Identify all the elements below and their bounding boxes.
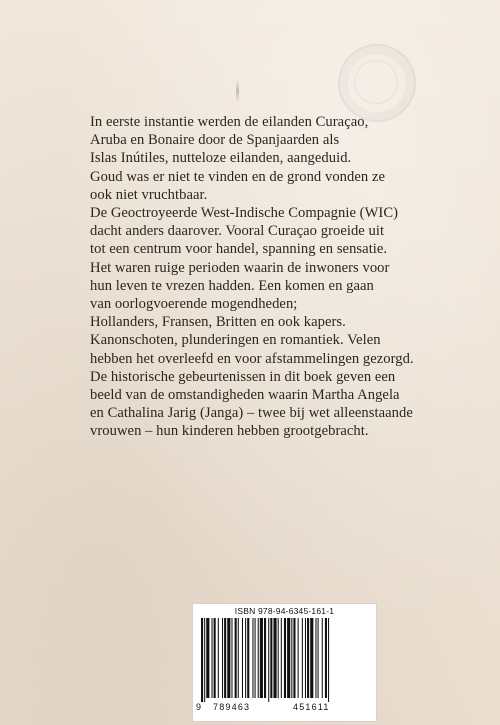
barcode-bar	[245, 618, 246, 698]
blurb-line: van oorlogvoerende mogendheden;	[90, 296, 298, 313]
barcode-bar	[227, 618, 230, 698]
barcode-bar	[235, 618, 237, 698]
blurb-text	[90, 113, 430, 441]
blurb-line: beeld van de omstandigheden waarin Martha Angela	[90, 387, 400, 404]
barcode-bar	[281, 618, 282, 698]
library-stamp	[338, 44, 416, 122]
barcode-bar	[287, 618, 290, 698]
barcode-bar	[264, 618, 266, 698]
blurb-line: Het waren ruige perioden waarin de inwoners voor	[90, 259, 390, 276]
barcode-bar	[224, 618, 226, 698]
barcode-bar	[252, 618, 253, 698]
barcode-bar	[258, 618, 259, 698]
barcode-bar	[305, 618, 306, 698]
barcode-bar	[204, 618, 205, 702]
barcode-bar	[318, 618, 319, 698]
blurb-line: De Geoctroyeerde West-Indische Compagnie (WIC)	[90, 205, 399, 222]
barcode-bar	[291, 618, 292, 698]
blurb-line: Hollanders, Fransen, Britten en ook kapers.	[90, 314, 346, 331]
barcode-bar	[247, 618, 249, 698]
barcode-bar	[284, 618, 286, 698]
barcode-bar	[255, 618, 256, 698]
blurb-line: tot een centrum voor handel, spanning en sensatie.	[90, 241, 388, 258]
isbn-barcode	[192, 603, 377, 722]
barcode-bar	[315, 618, 316, 698]
paper-mark	[236, 80, 239, 102]
blurb-line: vrouwen – hun kinderen hebben grootgebracht.	[90, 423, 369, 440]
barcode-digits-right: 451611	[293, 702, 330, 712]
barcode-bar	[268, 618, 269, 702]
blurb-line: Goud was er niet te vinden en de grond vonden ze	[90, 168, 385, 185]
barcode-bar	[298, 618, 299, 698]
blurb-line: Islas Inútiles, nutteloze eilanden, aangeduid.	[90, 150, 352, 167]
barcode-bar	[322, 618, 323, 698]
barcode-bar	[273, 618, 276, 698]
barcode-bar	[310, 618, 313, 698]
isbn-label: ISBN 978-94-6345-161-1	[234, 606, 335, 616]
barcode-bar	[270, 618, 272, 698]
barcode-bars	[201, 618, 368, 702]
barcode-bar	[231, 618, 232, 698]
blurb-line: dacht anders daarover. Vooral Curaçao groeide uit	[90, 223, 385, 240]
barcode-bar	[214, 618, 216, 698]
blurb-line: De historische gebeurtenissen in dit boek geven een	[90, 368, 396, 385]
barcode-bar	[218, 618, 219, 698]
barcode-bar	[302, 618, 303, 698]
barcode-bar	[278, 618, 279, 698]
blurb-line: In eerste instantie werden de eilanden Curaçao,	[90, 114, 369, 130]
blurb-line: hun leven te vrezen hadden. Een komen en gaan	[90, 277, 374, 294]
barcode-bar	[325, 618, 327, 698]
barcode-bar	[307, 618, 309, 698]
barcode-bar	[238, 618, 239, 698]
blurb-line: Kanonschoten, plunderingen en romantiek. Velen	[90, 332, 381, 349]
barcode-digit-first: 9	[196, 702, 203, 712]
blurb-line: en Cathalina Jarig (Janga) – twee bij wet alleenstaande	[90, 405, 413, 422]
blurb-line: ook niet vruchtbaar.	[90, 186, 208, 203]
barcode-bar	[260, 618, 263, 698]
barcode-bar	[201, 618, 203, 702]
barcode-digits-left: 789463	[213, 702, 251, 712]
barcode-bar	[206, 618, 209, 698]
barcode-bar	[328, 618, 329, 702]
blurb-line: hebben het overleefd en voor afstammelingen gezorgd.	[90, 350, 414, 367]
barcode-bar	[212, 618, 213, 698]
barcode-bar	[293, 618, 295, 698]
blurb-line: Aruba en Bonaire door de Spanjaarden als	[90, 132, 340, 149]
barcode-bar	[242, 618, 243, 698]
barcode-bar	[222, 618, 223, 698]
